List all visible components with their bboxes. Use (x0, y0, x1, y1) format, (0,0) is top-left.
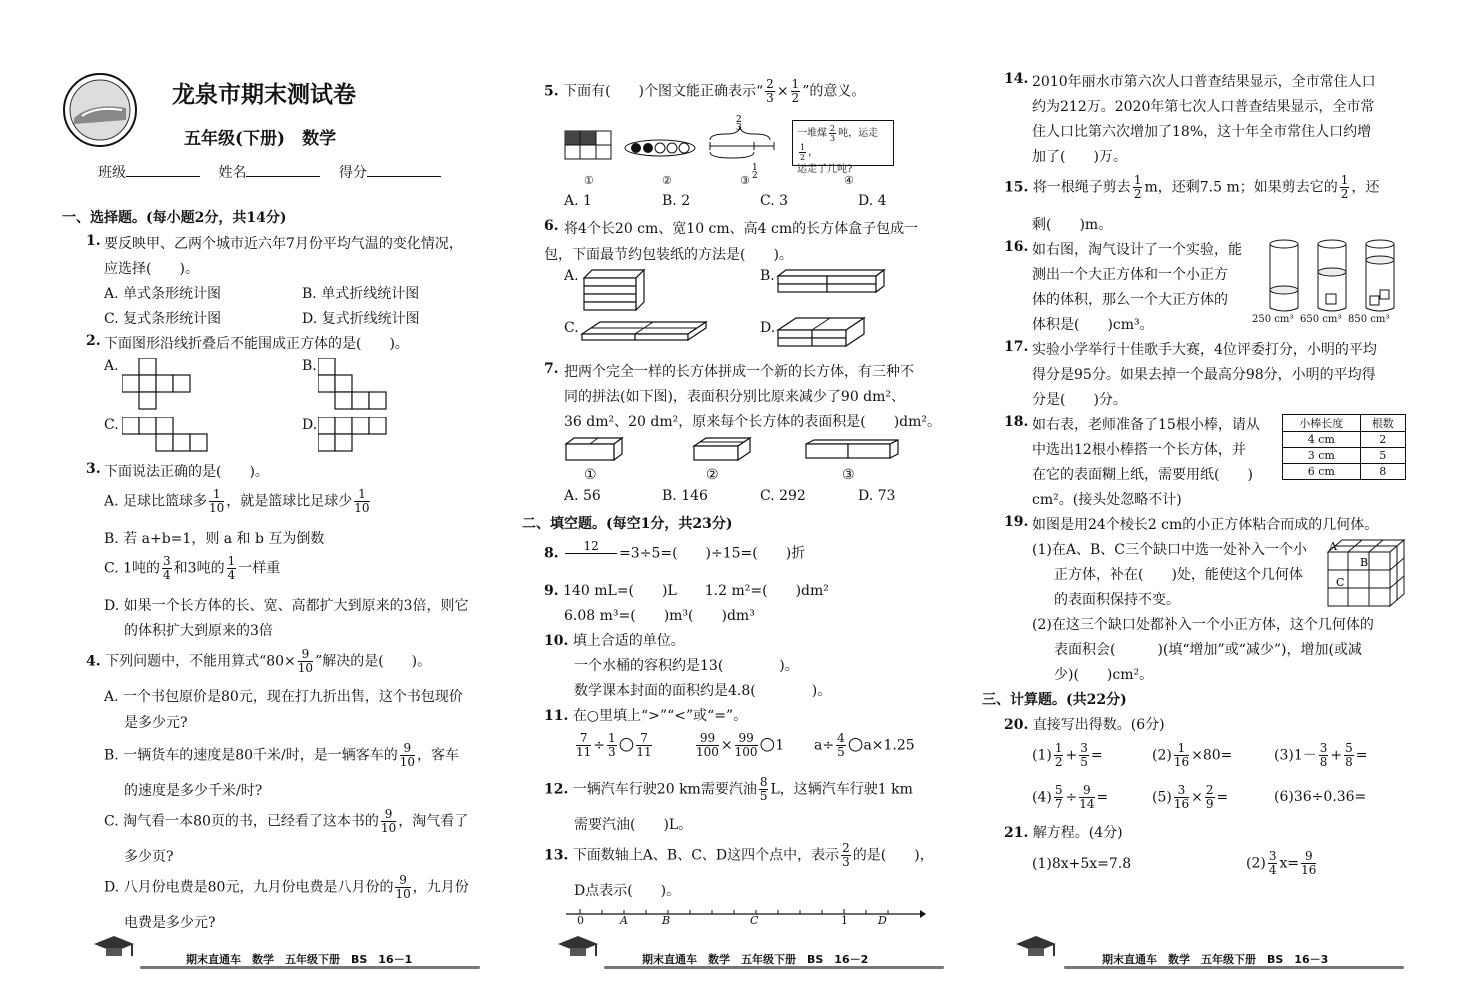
q6-option-c[interactable]: C. (564, 320, 579, 336)
footer-line (1064, 966, 1404, 969)
fraction: $\frac{1}{2}$ (800, 143, 806, 162)
q12-line-1: 12. 一辆汽车行驶20 km需要汽油 $\frac{8}{5}$ L，这辆汽车行驶1 km (544, 775, 913, 803)
svg-text:1: 1 (752, 163, 758, 173)
q20-expr-4[interactable]: (4) $\frac{5}{7}$ ÷ $\frac{9}{14}$ = (1032, 783, 1109, 811)
q18-line-1: 如右表，老师准备了15根小棒，请从 (1032, 417, 1260, 433)
q6-option-b[interactable]: B. (760, 268, 775, 284)
q5-option-b[interactable]: B. 2 (662, 193, 691, 209)
cylinders-diagram (1268, 236, 1404, 316)
table-header: 根数 (1360, 415, 1405, 432)
fraction: $\frac{5}{8}$ (1345, 741, 1353, 769)
q5-figure-1 (564, 130, 614, 162)
fraction: $\frac{1}{10}$ (209, 487, 225, 515)
table-row: 3 cm 5 (1283, 448, 1406, 464)
q3-option-d-cont: 的体积扩大到原来的3倍 (124, 623, 273, 639)
q19-sub1-line-1: (1)在A、B、C三个缺口中选一处补入一个小 (1032, 542, 1307, 558)
page-2-footer: 期末直通车 数学 五年级下册 BS 16－2 (642, 953, 869, 966)
fraction: $\frac{2}{9}$ (1205, 783, 1214, 811)
q20-expr-3[interactable]: (3)1－ $\frac{3}{8}$ + $\frac{5}{8}$ = (1274, 741, 1368, 769)
q6-option-d[interactable]: D. (760, 320, 776, 336)
q3-text: 下面说法正确的是( )。 (104, 464, 269, 480)
q10-line-1: 一个水桶的容积约是13( )。 (574, 658, 799, 674)
q7-figure-1 (564, 436, 624, 464)
q21-text: 21. 解方程。(4分) (1004, 825, 1123, 841)
q6-stack-c-diagram (580, 318, 710, 344)
q20-expr-6[interactable]: (6)36÷0.36= (1274, 789, 1367, 805)
q7-number: 7. (544, 361, 559, 377)
q4-option-a-cont: 是多少元? (124, 715, 188, 731)
q7-line-2: 同的拼法(如下图)，表面积分别比原来减少了90 dm²、 (564, 389, 906, 405)
name-field[interactable] (246, 176, 320, 177)
graduation-cap-icon (556, 934, 600, 968)
q1-text2: 应选择( )。 (104, 261, 199, 277)
fraction: $\frac{1}{16}$ (1173, 741, 1190, 769)
fraction: $\frac{5}{7}$ (1054, 783, 1063, 811)
q6-number: 6. (544, 218, 559, 234)
page-title: 龙泉市期末测试卷 (172, 81, 356, 108)
q9-line-2: 6.08 m³=( )m³( )dm³ (564, 608, 755, 624)
q1-number: 1. (86, 233, 101, 249)
fraction: $\frac{1}{2}$ (1133, 173, 1142, 201)
footer-line (140, 966, 480, 969)
q5-label-2: ② (662, 174, 672, 187)
fraction: $\frac{3}{8}$ (1319, 741, 1328, 769)
svg-text:3: 3 (736, 123, 742, 133)
q4-option-d[interactable]: D. 八月份电费是80元，九月份电费是八月份的 $\frac{9}{10}$ ，九月份 (104, 873, 469, 901)
fraction: $\frac{3}{4}$ (1268, 849, 1277, 877)
axis-label-c: C (750, 914, 759, 927)
fraction: $\frac{3}{5}$ (1080, 741, 1088, 769)
q16-line-1: 如右图，淘气设计了一个实验，能 (1032, 242, 1242, 258)
q18-line-3: 在它的表面糊上纸，需要用纸( ) (1032, 467, 1253, 483)
q17-line-2: 得分是95分。如果去掉一个最高分98分，小明的平均得 (1032, 367, 1376, 383)
q5-label-4: ④ (844, 174, 854, 187)
q11-expr-3[interactable]: a÷ $\frac{4}{5}$ ○a×1.25 (814, 731, 915, 759)
section-2-heading: 二、填空题。(每空1分，共23分) (522, 516, 733, 532)
q2-net-a-diagram (122, 358, 192, 412)
q6-stack-d-diagram (776, 316, 866, 350)
q6-option-a[interactable]: A. (564, 268, 579, 284)
graduation-cap-icon (92, 934, 136, 968)
graduation-cap-icon (1014, 934, 1058, 968)
q6-stack-b-diagram (776, 268, 886, 296)
q19-sub2-line-2: 表面积会( )(填“增加”或“减少”)，增加(或减 (1054, 642, 1362, 658)
fraction[interactable]: 12 (565, 540, 617, 567)
q7-option-b[interactable]: B. 146 (662, 488, 708, 504)
stick-length-table (1282, 414, 1406, 480)
svg-text:B: B (1360, 556, 1369, 569)
fraction: $\frac{9}{10}$ (399, 741, 415, 769)
q7-line-3: 36 dm²、20 dm²，原来每个长方体的表面积是( )dm²。 (564, 414, 942, 430)
q4-text: 4. 下列问题中，不能用算式“80× $\frac{9}{10}$ ”解决的是( )。 (86, 647, 432, 675)
q7-line-1: 把两个完全一样的长方体拼成一个新的长方体，有三种不 (564, 364, 914, 380)
q19-sub1-line-3: 的表面积保持不变。 (1054, 592, 1180, 608)
page-3-footer: 期末直通车 数学 五年级下册 BS 16－3 (1102, 953, 1329, 966)
q2-option-b[interactable]: B. (302, 358, 317, 374)
fraction: $\frac{1}{2}$ (791, 77, 800, 105)
q10-text: 10. 填上合适的单位。 (544, 633, 685, 649)
q20-expr-1[interactable]: (1) $\frac{1}{2}$ + $\frac{3}{5}$ = (1032, 741, 1103, 769)
q17-line-1: 实验小学举行十佳歌手大赛，4位评委打分，小明的平均 (1032, 342, 1377, 358)
q1-option-b[interactable]: B. 单式折线统计图 (302, 286, 420, 302)
q1-text: 要反映甲、乙两个城市近六年7月份平均气温的变化情况， (104, 236, 463, 252)
section-3-heading: 三、计算题。(共22分) (982, 692, 1127, 708)
fraction: $\frac{99}{100}$ (734, 731, 758, 759)
page-1 (0, 0, 488, 1000)
name-label: 姓名 (218, 165, 247, 181)
q4-option-c-cont: 多少页? (124, 849, 174, 865)
q14-line-2: 约为212万。2020年第七次人口普查结果显示，全市常 (1032, 99, 1375, 115)
cylinder-label-3: 850 cm³ (1348, 314, 1390, 325)
q7-option-d[interactable]: D. 73 (858, 488, 896, 504)
cylinder-label-1: 250 cm³ (1252, 314, 1294, 325)
q2-option-a[interactable]: A. (104, 358, 119, 374)
class-label: 班级 (98, 165, 126, 181)
q5-text: 5. 下面有( )个图文能正确表示“ $\frac{2}{3}$ × $\frac{1}{2}$ ”的意义。 (544, 77, 866, 105)
q7-figure-2 (692, 436, 752, 464)
q20-expr-2[interactable]: (2) $\frac{1}{16}$ ×80= (1152, 741, 1233, 769)
q3-option-c[interactable]: C. 1吨的 $\frac{3}{4}$ 和3吨的 $\frac{1}{4}$ 一样重 (104, 554, 281, 582)
fraction: $\frac{1}{2}$ (1054, 741, 1063, 769)
q5-option-a[interactable]: A. 1 (564, 193, 592, 209)
q18-line-2: 中选出12根小棒搭一个长方体，并 (1032, 442, 1246, 458)
q12-line-2: 需要汽油( )L。 (574, 817, 693, 833)
fraction: $\frac{1}{2}$ (1340, 173, 1349, 201)
svg-text:A: A (1329, 540, 1337, 553)
fraction: $\frac{8}{5}$ (759, 775, 768, 803)
student-fields (98, 162, 441, 182)
q4-option-c[interactable]: C. 淘气看一本80页的书，已经看了这本书的 $\frac{9}{10}$ ，淘气看了 (104, 807, 469, 835)
q7-option-c[interactable]: C. 292 (760, 488, 806, 504)
q18-line-4: cm²。(接头处忽略不计) (1032, 492, 1182, 508)
q19-sub2-line-1: (2)在这三个缺口处都补入一个小正方体，这个几何体的 (1032, 617, 1374, 633)
q21-eq-2[interactable]: (2) $\frac{3}{4}$ x= $\frac{9}{16}$ (1246, 849, 1317, 877)
q20-text: 20. 直接写出得数。(6分) (1004, 717, 1165, 733)
q5-label-1: ① (584, 174, 594, 187)
q2-option-c[interactable]: C. (104, 417, 119, 433)
axis-label-1: 1 (841, 914, 848, 927)
q2-option-d[interactable]: D. (302, 417, 318, 433)
train-logo-icon (62, 72, 138, 148)
q11-expr-2[interactable]: $\frac{99}{100}$ × $\frac{99}{100}$ ○1 (696, 731, 785, 759)
table-row: 4 cm 2 (1283, 432, 1406, 448)
q14-number: 14. (1004, 71, 1029, 87)
q14-line-3: 住人口比第六次增加了18%，这十年全市常住人口约增 (1032, 124, 1372, 140)
q4-option-b-cont: 的速度是多少千米/时? (124, 783, 263, 799)
q13-line-2: D点表示( )。 (574, 883, 681, 899)
axis-label-0: 0 (577, 914, 584, 927)
fraction: $\frac{1}{3}$ (608, 731, 616, 759)
fraction: $\frac{4}{5}$ (837, 731, 845, 759)
fraction: $\frac{99}{100}$ (696, 731, 719, 759)
q16-number: 16. (1004, 239, 1029, 255)
fraction: $\frac{3}{16}$ (1173, 783, 1190, 811)
q3-option-b[interactable]: B. 若 a+b=1，则 a 和 b 互为倒数 (104, 531, 325, 547)
score-field[interactable] (367, 176, 441, 177)
q5-figure-2 (624, 138, 700, 158)
q21-eq-1[interactable]: (1)8x+5x=7.8 (1032, 856, 1132, 872)
table-row: 6 cm 8 (1283, 464, 1406, 480)
axis-label-a: A (620, 914, 628, 927)
q6-text2: 包，下面最节约包装纸的方法是( )。 (544, 247, 793, 263)
score-label: 得分 (338, 165, 367, 181)
q15-line-1: 15. 将一根绳子剪去 $\frac{1}{2}$ m，还剩7.5 m；如果剪去它的 $\frac{1}{2}$ ，还 (1004, 173, 1380, 201)
q16-line-3: 体的体积，那么一个大正方体的 (1032, 292, 1228, 308)
q16-line-4: 体积是( )cm³。 (1032, 317, 1154, 333)
q14-line-4: 加了( )万。 (1032, 149, 1127, 165)
footer-line (604, 966, 944, 969)
q7-label-1: ① (584, 467, 597, 483)
q19-sub2-line-3: 少)( )cm²。 (1054, 667, 1154, 683)
fraction: $\frac{3}{4}$ (163, 554, 171, 582)
fraction: $\frac{9}{10}$ (297, 647, 314, 675)
q18-number: 18. (1004, 414, 1029, 430)
q19-number: 19. (1004, 514, 1029, 530)
fraction: $\frac{1}{4}$ (227, 554, 236, 582)
q11-text: 11. 在○里填上“>”“<”或“=”。 (544, 708, 748, 724)
fraction: $\frac{9}{14}$ (1079, 783, 1095, 811)
table-header: 小棒长度 (1283, 415, 1361, 432)
q5-option-c[interactable]: C. 3 (760, 193, 789, 209)
axis-label-b: B (662, 914, 671, 927)
page-subtitle: 五年级(下册) 数学 (184, 129, 337, 149)
q2-number: 2. (86, 333, 101, 349)
q17-line-3: 分是( )分。 (1032, 392, 1127, 408)
page-2 (488, 0, 976, 1000)
q1-option-c[interactable]: C. 复式条形统计图 (104, 311, 222, 327)
q5-figure-4-box: 一堆煤 $\frac{2}{3}$ 吨，运走 $\frac{1}{2}$ ， 运走了几吨? (792, 120, 894, 166)
q4-option-a[interactable]: A. 一个书包原价是80元，现在打九折出售，这个书包现价 (104, 689, 463, 705)
q4-option-d-cont: 电费是多少元? (124, 915, 216, 931)
q13-line-1: 13. 下面数轴上A、B、C、D这四个点中，表示 $\frac{2}{3}$ 的是( )， (544, 841, 934, 869)
q20-expr-5[interactable]: (5) $\frac{3}{16}$ × $\frac{2}{9}$ = (1152, 783, 1229, 811)
fraction: $\frac{9}{10}$ (380, 807, 397, 835)
svg-text:2: 2 (752, 171, 758, 178)
fraction: $\frac{9}{10}$ (395, 873, 411, 901)
q14-line-1: 2010年丽水市第六次人口普查结果显示，全市常住人口 (1032, 74, 1376, 90)
q16-line-2: 测出一个大正方体和一个小正方 (1032, 267, 1228, 283)
q1-option-d[interactable]: D. 复式折线统计图 (302, 311, 420, 327)
q2-text: 下面图形沿线折叠后不能围成正方体的是( )。 (104, 336, 409, 352)
svg-text:2: 2 (736, 115, 742, 125)
svg-text:C: C (1336, 576, 1345, 589)
fraction: $\frac{2}{3}$ (830, 124, 836, 143)
q2-net-d-diagram (318, 417, 394, 453)
q19-sub1-line-2: 正方体，补在( )处，能使这个几何体 (1054, 567, 1303, 583)
q7-label-2: ② (706, 467, 719, 483)
section-1-heading: 一、选择题。(每小题2分，共14分) (62, 210, 287, 226)
q3-number: 3. (86, 461, 101, 477)
q17-number: 17. (1004, 339, 1029, 355)
q5-label-3: ③ (740, 174, 750, 187)
q8-text: 8. 12 =3÷5=( )÷15=( )折 (544, 540, 805, 567)
q10-line-2: 数学课本封面的面积约是4.8( )。 (574, 683, 832, 699)
class-field[interactable] (126, 176, 200, 177)
q2-net-c-diagram (122, 417, 208, 453)
fraction: $\frac{1}{10}$ (354, 487, 370, 515)
page-1-footer: 期末直通车 数学 五年级下册 BS 16－1 (186, 953, 413, 966)
q1-option-a[interactable]: A. 单式条形统计图 (104, 286, 222, 302)
fraction: $\frac{7}{11}$ (636, 731, 652, 759)
q3-option-d[interactable]: D. 如果一个长方体的长、宽、高都扩大到原来的3倍，则它 (104, 598, 469, 614)
q11-expr-1[interactable]: $\frac{7}{11}$ ÷ $\frac{1}{3}$ ○ $\frac{7}{11}$ (576, 731, 652, 759)
axis-label-d: D (878, 914, 887, 927)
fraction: $\frac{2}{3}$ (766, 77, 774, 105)
fraction: $\frac{7}{11}$ (576, 731, 592, 759)
q6-text: 将4个长20 cm、宽10 cm、高4 cm的长方体盒子包成一 (564, 221, 919, 237)
q9-line-1: 9. 140 mL=( )L 1.2 m²=( )dm² (544, 583, 829, 599)
number-line-diagram (564, 900, 926, 930)
q7-figure-3 (804, 438, 900, 462)
cube-stack-diagram (1326, 536, 1406, 608)
page-3 (976, 0, 1464, 1000)
q2-net-b-diagram (318, 358, 394, 412)
cylinder-label-2: 650 cm³ (1300, 314, 1342, 325)
q15-line-2: 剩( )m。 (1032, 217, 1113, 233)
q3-option-a[interactable]: A. 足球比篮球多 $\frac{1}{10}$ ，就是篮球比足球少 $\frac{1}{10}$ (104, 487, 370, 515)
q4-option-b[interactable]: B. 一辆货车的速度是80千米/时，是一辆客车的 $\frac{9}{10}$ ，客车 (104, 741, 459, 769)
fraction: $\frac{9}{16}$ (1301, 849, 1317, 877)
q7-label-3: ③ (842, 467, 855, 483)
q5-option-d[interactable]: D. 4 (858, 193, 887, 209)
q19-line-1: 如图是用24个棱长2 cm的小正方体粘合而成的几何体。 (1032, 517, 1379, 533)
q7-option-a[interactable]: A. 56 (564, 488, 601, 504)
q5-figure-3 (706, 112, 778, 178)
fraction: $\frac{2}{3}$ (842, 841, 850, 869)
q6-stack-a-diagram (582, 268, 646, 312)
